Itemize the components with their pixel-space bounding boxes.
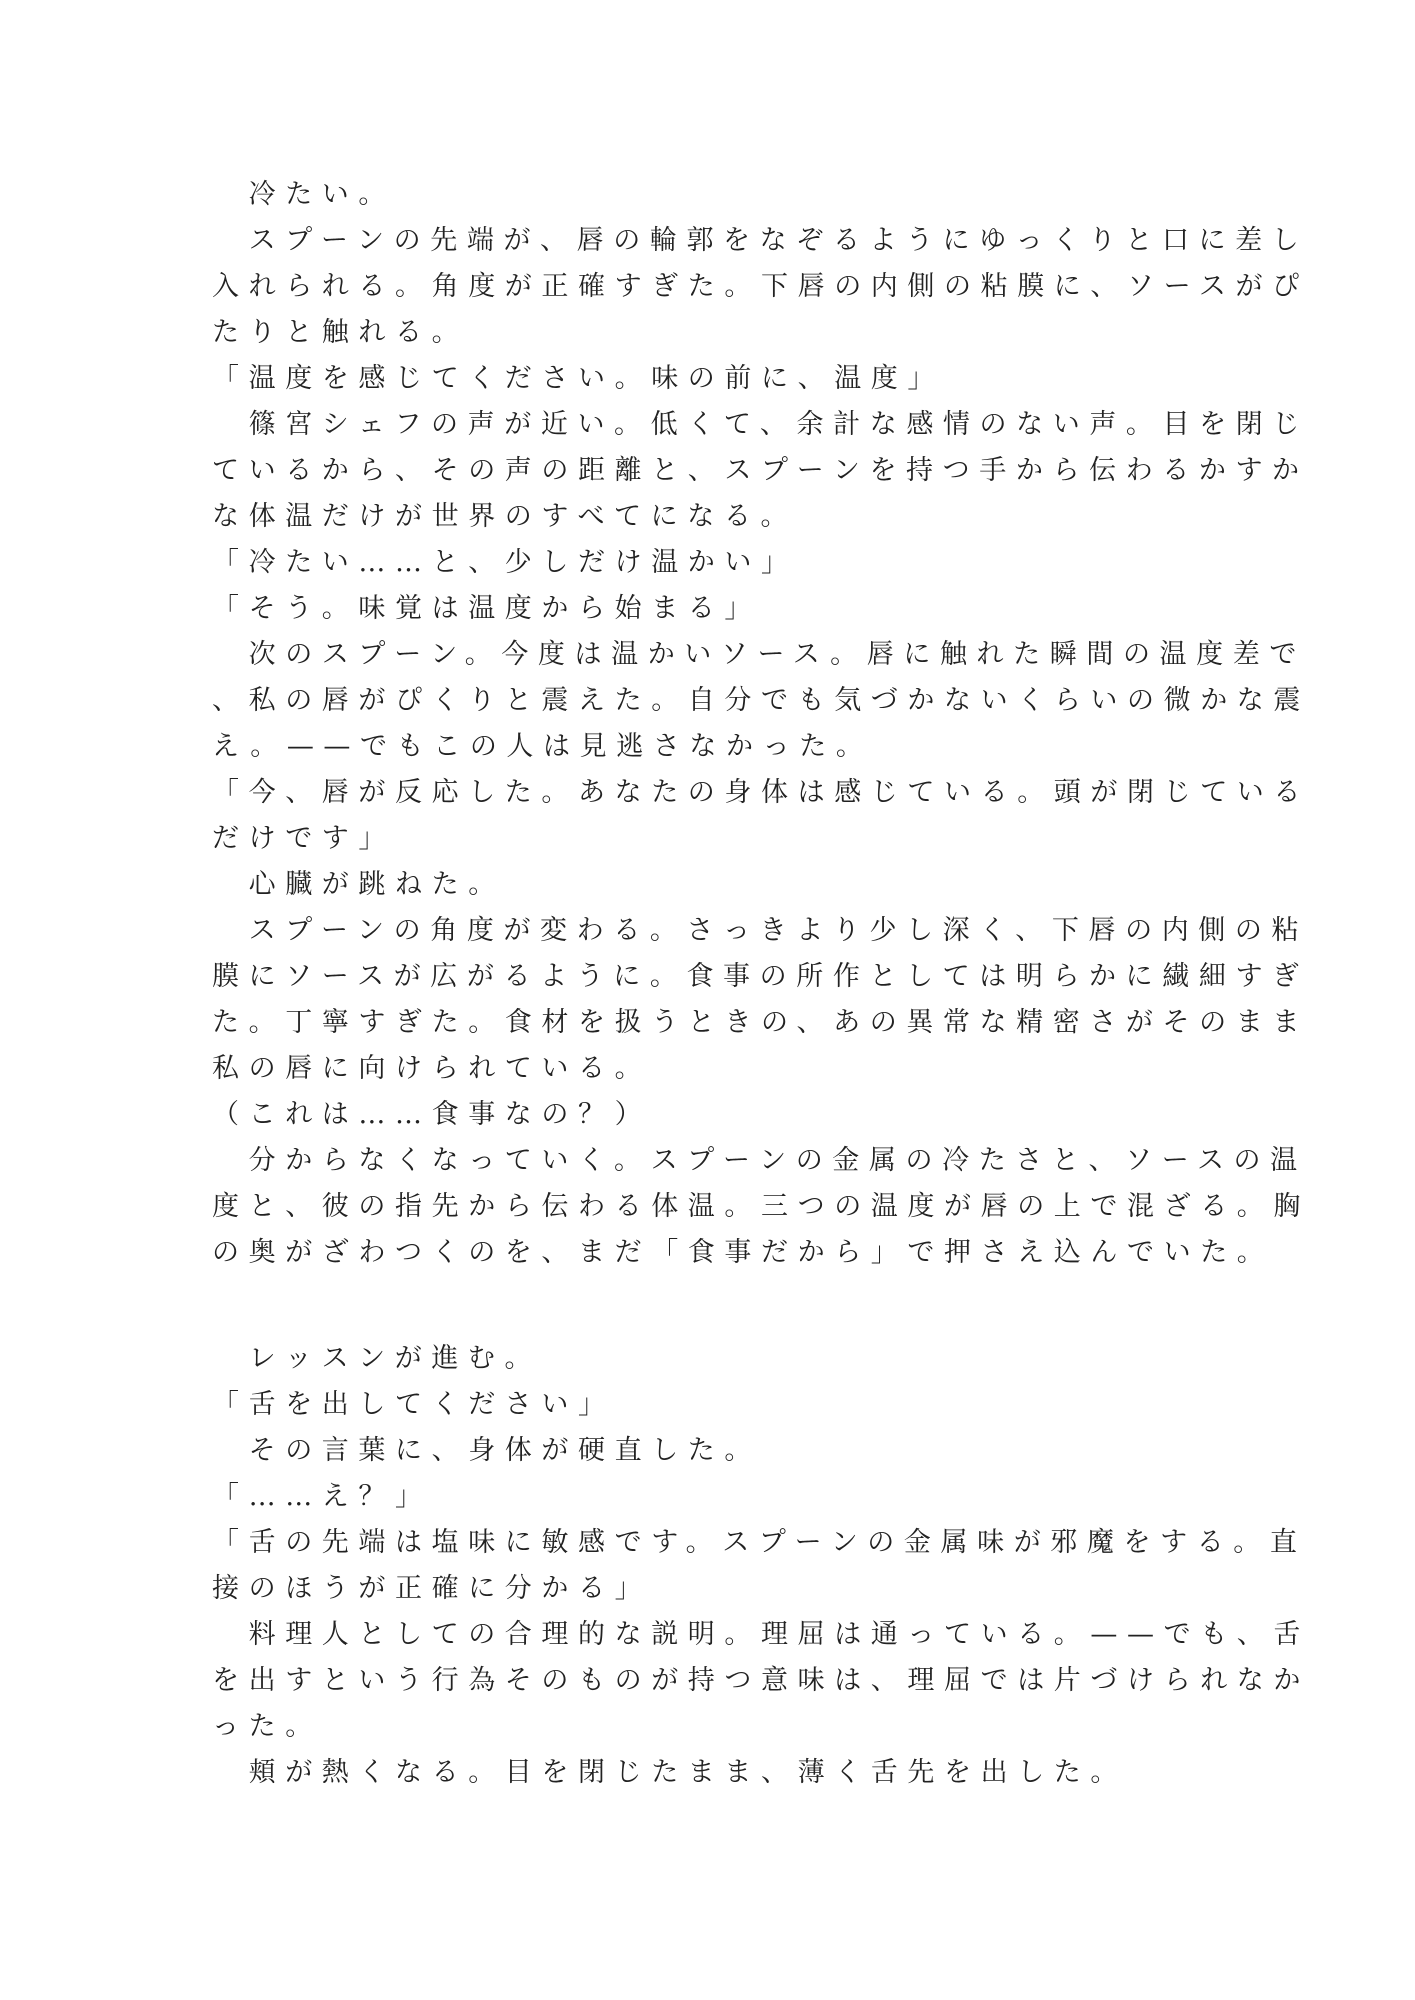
text-line: だけです」 (212, 823, 395, 854)
text-line: 次のスプーン。今度は温かいソース。唇に触れた瞬間の温度差で (212, 639, 1306, 670)
dialogue-paragraph (212, 770, 1310, 862)
text-line: スプーンの角度が変わる。さっきより少し深く、下唇の内側の粘 (212, 915, 1309, 946)
paragraph (212, 218, 1309, 356)
dialogue-paragraph (212, 1520, 1307, 1612)
text-line: 、私の唇がぴくりと震えた。自分でも気づかないくらいの微かな震 (212, 685, 1310, 716)
paragraph (212, 862, 1172, 908)
text-line: 入れられる。角度が正確すぎた。下唇の内側の粘膜に、ソースがぴ (212, 271, 1309, 302)
thought-paragraph (212, 1092, 1172, 1138)
scene-break (212, 1276, 1172, 1322)
paragraph (212, 1750, 1172, 1796)
text-line: 分からなくなっていく。スプーンの金属の冷たさと、ソースの温 (212, 1145, 1307, 1176)
paragraph (212, 1138, 1310, 1276)
paragraph (212, 1336, 1172, 1382)
text-line: 私の唇に向けられている。 (212, 1053, 652, 1084)
text-line: 「舌の先端は塩味に敏感です。スプーンの金属味が邪魔をする。直 (212, 1527, 1307, 1558)
paragraph (212, 908, 1309, 1092)
text-line: （これは……食事なの？） (212, 1099, 652, 1130)
scene-break-spacer (212, 1322, 1172, 1336)
text-line: 「今、唇が反応した。あなたの身体は感じている。頭が閉じている (212, 777, 1310, 808)
text-line: 料理人としての合理的な説明。理屈は通っている。——でも、舌 (212, 1619, 1310, 1650)
text-line: 冷たい。 (212, 179, 395, 210)
text-line: った。 (212, 1711, 322, 1742)
text-line: 「……え？」 (212, 1481, 432, 1512)
text-line: ているから、その声の距離と、スプーンを持つ手から伝わるかすか (212, 455, 1309, 486)
text-line: たりと触れる。 (212, 317, 469, 348)
text-line: 「冷たい……と、少しだけ温かい」 (212, 547, 798, 578)
text-line: え。——でもこの人は見逃さなかった。 (212, 731, 873, 762)
text-line: を出すという行為そのものが持つ意味は、理屈では片づけられなか (212, 1665, 1310, 1696)
text-line: 篠宮シェフの声が近い。低くて、余計な感情のない声。目を閉じ (212, 409, 1309, 440)
body-text (212, 172, 1310, 1796)
paragraph (212, 172, 1172, 218)
dialogue-paragraph (212, 1382, 1172, 1428)
text-line: その言葉に、身体が硬直した。 (212, 1435, 761, 1466)
text-line: 頬が熱くなる。目を閉じたまま、薄く舌先を出した。 (212, 1757, 1127, 1788)
dialogue-paragraph (212, 1474, 1172, 1520)
text-line: スプーンの先端が、唇の輪郭をなぞるようにゆっくりと口に差し (212, 225, 1309, 256)
dialogue-paragraph (212, 540, 1172, 586)
dialogue-paragraph (212, 586, 1172, 632)
paragraph (212, 632, 1310, 770)
paragraph (212, 402, 1309, 540)
text-line: 膜にソースが広がるように。食事の所作としては明らかに繊細すぎ (212, 961, 1309, 992)
paragraph (212, 1428, 1172, 1474)
text-line: 接のほうが正確に分かる」 (212, 1573, 652, 1604)
text-line: の奥がざわつくのを、まだ「食事だから」で押さえ込んでいた。 (212, 1237, 1274, 1268)
text-line: 「温度を感じてください。味の前に、温度」 (212, 363, 944, 394)
text-line: 度と、彼の指先から伝わる体温。三つの温度が唇の上で混ざる。胸 (212, 1191, 1310, 1222)
text-line: 「舌を出してください」 (212, 1389, 615, 1420)
text-line: 心臓が跳ねた。 (212, 869, 505, 900)
text-line: な体温だけが世界のすべてになる。 (212, 501, 798, 532)
text-line: レッスンが進む。 (212, 1343, 542, 1374)
paragraph (212, 1612, 1310, 1750)
text-line: た。丁寧すぎた。食材を扱うときの、あの異常な精密さがそのまま (212, 1007, 1309, 1038)
dialogue-paragraph (212, 356, 1172, 402)
text-line: 「そう。味覚は温度から始まる」 (212, 593, 761, 624)
